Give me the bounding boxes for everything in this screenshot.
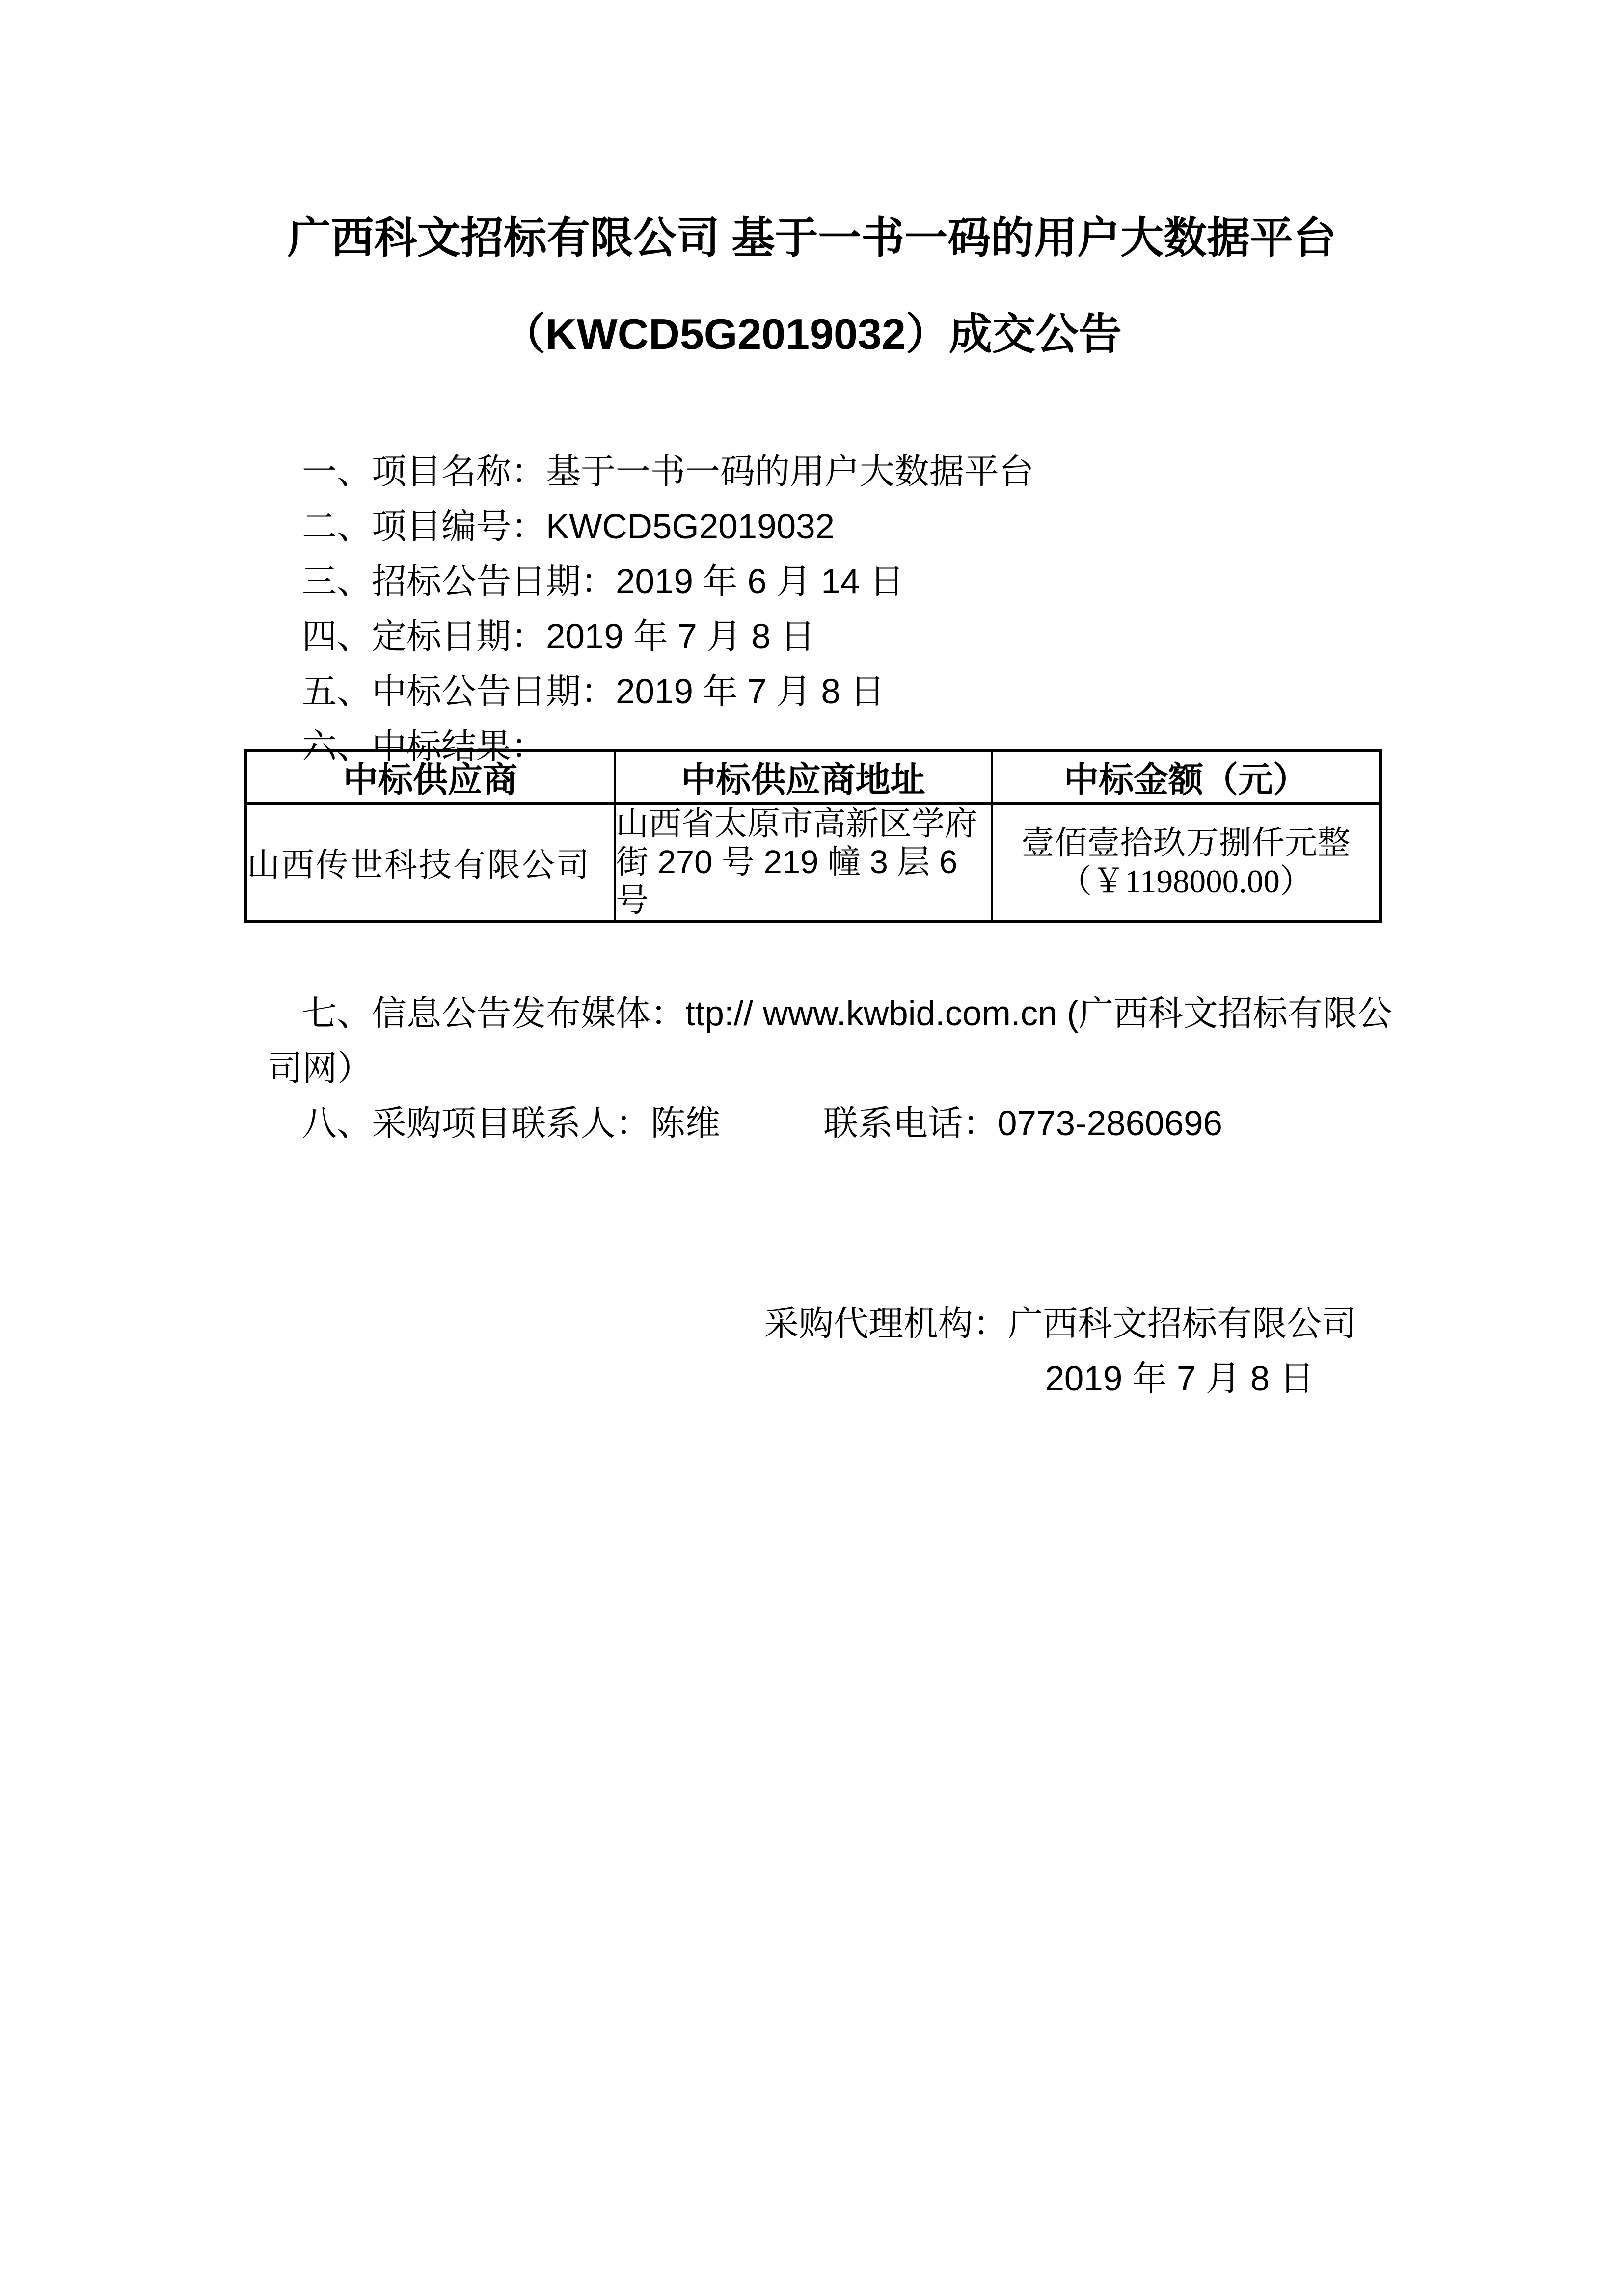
announcement-media-line2: 司网） [268, 1049, 373, 1088]
item-project-number: 二、项目编号：KWCD5G2019032 [302, 507, 835, 546]
signature-date: 2019 年 7 月 8 日 [1045, 1360, 1314, 1398]
award-result-table [244, 749, 1382, 923]
item-tender-notice-date: 三、招标公告日期：2019 年 6 月 14 日 [302, 562, 905, 601]
item-award-notice-date: 五、中标公告日期：2019 年 7 月 8 日 [302, 672, 885, 711]
cell-award-amount [992, 803, 1380, 921]
procurement-agency-line: 采购代理机构：广西科文招标有限公司 [763, 1305, 1356, 1343]
cell-supplier-address [615, 803, 992, 921]
table-row [245, 803, 1380, 921]
cell-supplier-name: 山西传世科技有限公司 [245, 803, 615, 921]
item-award-decision-date: 四、定标日期：2019 年 7 月 8 日 [302, 617, 815, 656]
document-body [247, 445, 1392, 1407]
header-award-amount: 中标金额（元） [992, 750, 1380, 803]
header-supplier: 中标供应商 [245, 750, 615, 803]
amount-numeric: （￥1198000.00） [1059, 863, 1313, 900]
supplier-address-line2: 街 270 号 219 幢 3 层 6 号 [616, 844, 958, 919]
doc-title-line2: （KWCD5G2019032）成交公告 [502, 310, 1122, 358]
contact-person-label: 八、采购项目联系人： [302, 1104, 651, 1143]
contact-person-name: 陈维 [650, 1104, 721, 1143]
amount-in-words: 壹佰壹拾玖万捌仟元整 [1021, 825, 1351, 861]
announcement-media-line1: 七、信息公告发布媒体：ttp:// www.kwbid.com.cn (广西科文招标有限公 [302, 994, 1392, 1033]
signature-block [268, 1297, 1356, 1407]
contact-phone-number: 0773-2860696 [998, 1104, 1223, 1143]
table-header-row [245, 750, 1380, 803]
numbered-items [268, 445, 1356, 774]
item-award-result-label: 六、中标结果： [302, 727, 546, 766]
doc-title-line1: 广西科文招标有限公司 基于一书一码的用户大数据平台 [287, 214, 1337, 262]
supplier-address-line1: 山西省太原市高新区学府 [616, 805, 977, 842]
item-project-name: 一、项目名称：基于一书一码的用户大数据平台 [302, 453, 1034, 491]
contact-phone-label: 联系电话： [823, 1104, 998, 1143]
header-supplier-address: 中标供应商地址 [615, 750, 992, 803]
item-announcement-media [268, 987, 1392, 1096]
item-contact [268, 1096, 1356, 1151]
